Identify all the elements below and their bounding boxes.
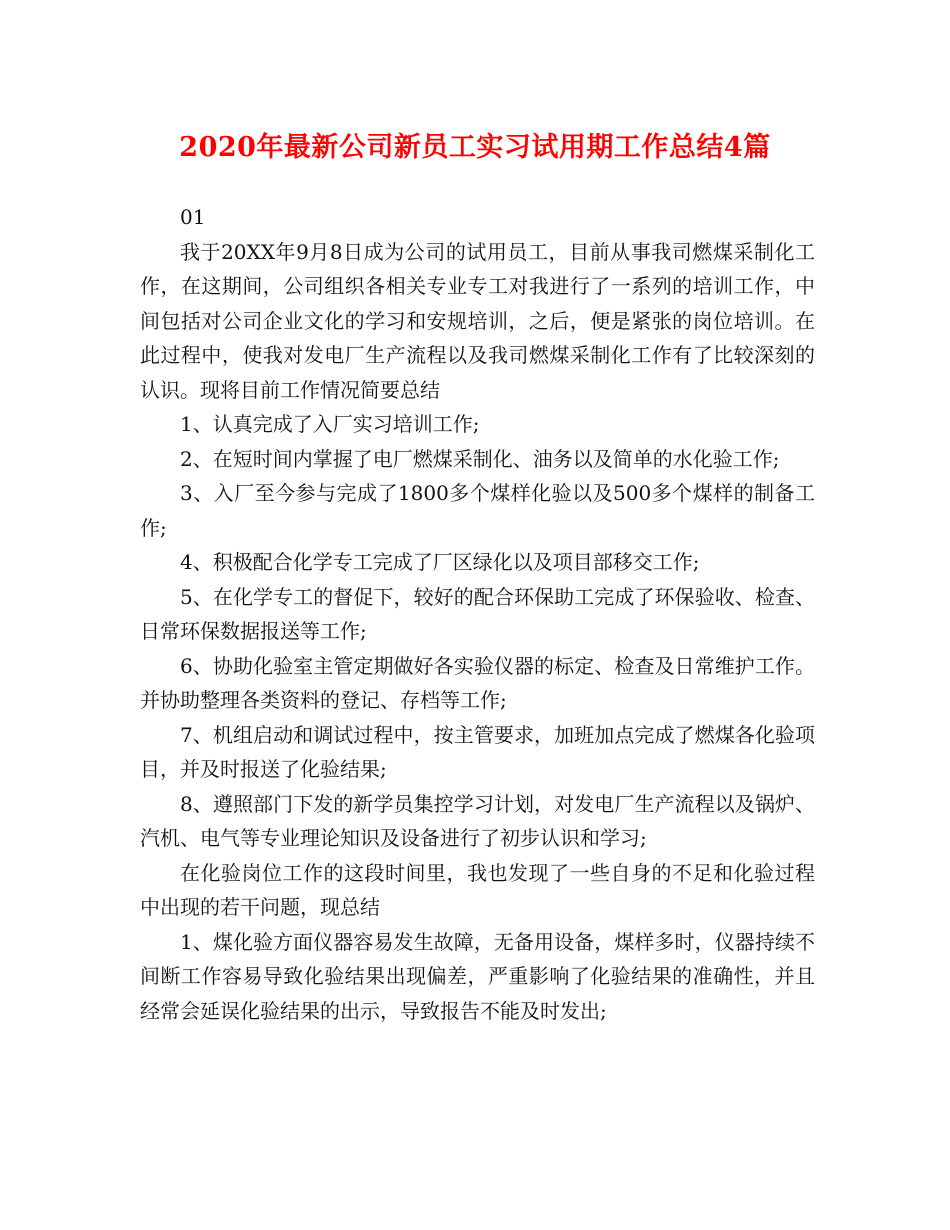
work-item-2: 2、在短时间内掌握了电厂燃煤采制化、油务以及简单的水化验工作; [180, 446, 780, 471]
problems-intro: 在化验岗位工作的这段时间里，我也发现了一些自身的不足和化验过程中出现的若干问题，现总结 [140, 860, 815, 919]
work-item-7: 7、机组启动和调试过程中，按主管要求，加班加点完成了燃煤各化验项目，并及时报送了化验结果; [140, 722, 815, 781]
work-item-1: 1、认真完成了入厂实习培训工作; [180, 412, 480, 436]
work-item-8: 8、遵照部门下发的新学员集控学习计划，对发电厂生产流程以及锅炉、汽机、电气等专业理论知识及设备进行了初步认识和学习; [140, 791, 815, 850]
work-item-6: 6、协助化验室主管定期做好各实验仪器的标定、检查及日常维护工作。并协助整理各类资料的登记、存档等工作; [140, 653, 815, 712]
work-item-4: 4、积极配合化学专工完成了厂区绿化以及项目部移交工作; [180, 550, 700, 574]
work-item-3: 3、入厂至今参与完成了1800多个煤样化验以及500多个煤样的制备工作; [140, 481, 815, 540]
document-title: 2020年最新公司新员工实习试用期工作总结4篇 [179, 132, 771, 163]
intro-paragraph: 我于20XX年9月8日成为公司的试用员工，目前从事我司燃煤采制化工作，在这期间，公司组织各相关专业专工对我进行了一系列的培训工作，中间包括对公司企业文化的学习和安规培训，之后，便是紧张的岗位培训。在此过程中，使我对发电厂生产流程以及我司燃煤采制化工作有了比较深刻的认识。现将目前工作情况简要总结 [140, 239, 815, 402]
work-item-5: 5、在化学专工的督促下，较好的配合环保助工完成了环保验收、检查、日常环保数据报送等工作; [140, 584, 815, 643]
document-body [140, 200, 815, 1028]
problem-item-1: 1、煤化验方面仪器容易发生故障，无备用设备，煤样多时，仪器持续不间断工作容易导致化验结果出现偏差，严重影响了化验结果的准确性，并且经常会延误化验结果的出示，导致报告不能及时发出; [140, 929, 815, 1023]
section-number: 01 [180, 205, 206, 229]
